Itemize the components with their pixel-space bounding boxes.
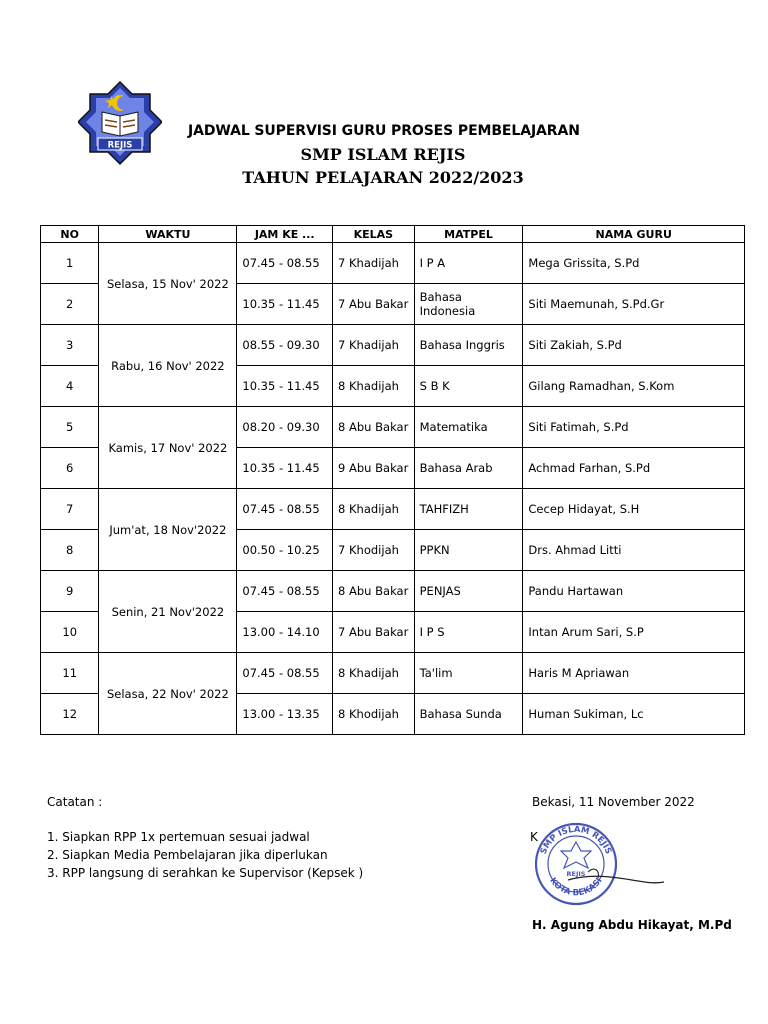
svg-text:REJIS: REJIS [566,870,586,878]
place-and-date: Bekasi, 11 November 2022 [532,795,695,809]
class-name: 8 Khadijah [333,653,415,694]
table-row [41,489,745,530]
class-name: 7 Khadijah [333,243,415,284]
row-number: 7 [41,489,99,530]
subject: Bahasa Arab [414,448,523,489]
lesson-time: 00.50 - 10.25 [237,530,333,571]
table-row [41,243,745,284]
subject: PENJAS [414,571,523,612]
subject: I P S [414,612,523,653]
lesson-time: 08.20 - 09.30 [237,407,333,448]
row-number: 2 [41,284,99,325]
row-number: 9 [41,571,99,612]
school-logo [78,80,162,166]
supervision-schedule-table [40,225,745,735]
row-number: 12 [41,694,99,735]
stamp-initial: K [530,830,538,844]
column-header: KELAS [333,226,415,243]
schedule-date: Rabu, 16 Nov' 2022 [99,325,237,407]
class-name: 8 Abu Bakar [333,571,415,612]
row-number: 4 [41,366,99,407]
subject: Bahasa Sunda [414,694,523,735]
row-number: 5 [41,407,99,448]
lesson-time: 10.35 - 11.45 [237,448,333,489]
schedule-date: Selasa, 22 Nov' 2022 [99,653,237,735]
class-name: 8 Khadijah [333,489,415,530]
subject: Bahasa Inggris [414,325,523,366]
teacher-name: Drs. Ahmad Litti [523,530,745,571]
subject: Matematika [414,407,523,448]
teacher-name: Pandu Hartawan [523,571,745,612]
note-item: 3. RPP langsung di serahkan ke Supervisor (Kepsek ) [47,866,364,880]
class-name: 7 Abu Bakar [333,284,415,325]
note-item: 1. Siapkan RPP 1x pertemuan sesuai jadwal [47,830,310,844]
teacher-name: Achmad Farhan, S.Pd [523,448,745,489]
row-number: 6 [41,448,99,489]
subject: Ta'lim [414,653,523,694]
class-name: 8 Khodijah [333,694,415,735]
row-number: 11 [41,653,99,694]
note-item: 2. Siapkan Media Pembelajaran jika diperlukan [47,848,328,862]
academic-year: TAHUN PELAJARAN 2022/2023 [242,168,524,187]
subject: S B K [414,366,523,407]
teacher-name: Mega Grissita, S.Pd [523,243,745,284]
teacher-name: Siti Maemunah, S.Pd.Gr [523,284,745,325]
column-header: NAMA GURU [523,226,745,243]
schedule-date: Kamis, 17 Nov' 2022 [99,407,237,489]
teacher-name: Gilang Ramadhan, S.Kom [523,366,745,407]
column-header: JAM KE ... [237,226,333,243]
school-name: SMP ISLAM REJIS [300,145,466,164]
row-number: 1 [41,243,99,284]
lesson-time: 13.00 - 13.35 [237,694,333,735]
class-name: 7 Abu Bakar [333,612,415,653]
svg-text:KOTA BEKASI: KOTA BEKASI [547,876,605,899]
class-name: 7 Khodijah [333,530,415,571]
svg-text:SMP ISLAM REJIS: SMP ISLAM REJIS [538,824,614,856]
lesson-time: 07.45 - 08.55 [237,243,333,284]
row-number: 8 [41,530,99,571]
school-stamp-and-signature [528,818,668,908]
lesson-time: 10.35 - 11.45 [237,284,333,325]
column-header: NO [41,226,99,243]
table-row [41,407,745,448]
class-name: 8 Abu Bakar [333,407,415,448]
schedule-date: Jum'at, 18 Nov'2022 [99,489,237,571]
teacher-name: Siti Zakiah, S.Pd [523,325,745,366]
table-row [41,653,745,694]
subject: I P A [414,243,523,284]
table-row [41,325,745,366]
class-name: 9 Abu Bakar [333,448,415,489]
schedule-date: Selasa, 15 Nov' 2022 [99,243,237,325]
signer-name: H. Agung Abdu Hikayat, M.Pd [532,918,732,932]
teacher-name: Siti Fatimah, S.Pd [523,407,745,448]
class-name: 7 Khadijah [333,325,415,366]
lesson-time: 07.45 - 08.55 [237,571,333,612]
schedule-date: Senin, 21 Nov'2022 [99,571,237,653]
lesson-time: 08.55 - 09.30 [237,325,333,366]
lesson-time: 07.45 - 08.55 [237,489,333,530]
row-number: 3 [41,325,99,366]
teacher-name: Cecep Hidayat, S.H [523,489,745,530]
notes-heading: Catatan : [47,795,103,809]
document-heading: JADWAL SUPERVISI GURU PROSES PEMBELAJARAN [188,123,580,139]
table-row [41,571,745,612]
teacher-name: Intan Arum Sari, S.P [523,612,745,653]
column-header: MATPEL [414,226,523,243]
table-header-row [41,226,745,243]
lesson-time: 10.35 - 11.45 [237,366,333,407]
lesson-time: 13.00 - 14.10 [237,612,333,653]
svg-text:REJIS: REJIS [107,140,133,151]
subject: PPKN [414,530,523,571]
subject: Bahasa Indonesia [414,284,523,325]
column-header: WAKTU [99,226,237,243]
teacher-name: Haris M Apriawan [523,653,745,694]
class-name: 8 Khadijah [333,366,415,407]
teacher-name: Human Sukiman, Lc [523,694,745,735]
subject: TAHFIZH [414,489,523,530]
lesson-time: 07.45 - 08.55 [237,653,333,694]
row-number: 10 [41,612,99,653]
